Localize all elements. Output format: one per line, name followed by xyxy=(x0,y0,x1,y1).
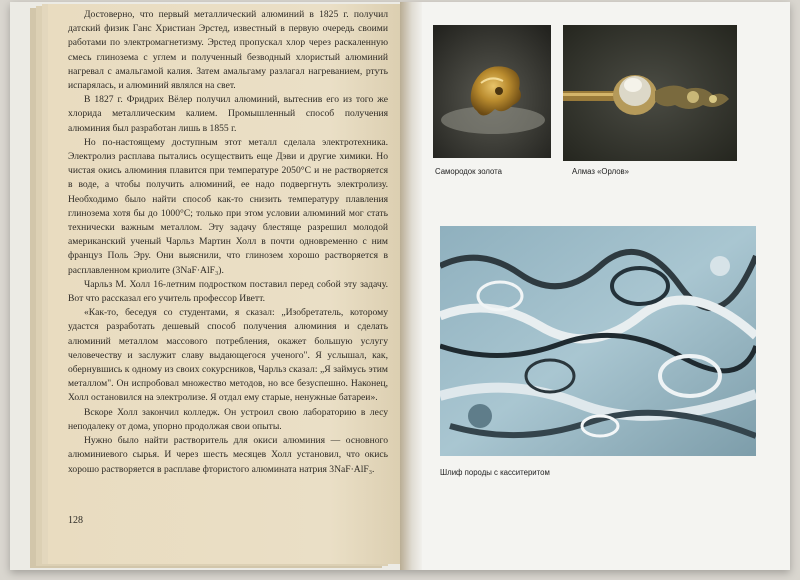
paragraph: Но по-настоящему доступным этот металл сделала электротехника. Электролиз расплава пытались осуществить еще Дэви и другие химики. Но чистая окись алюминия плавится при температуре 2050°С и не растворяется в воде, а чтобы получить алюминий, ее надо подвергнуть электролизу. Необходимо было найти способ как-то снизить температуру плавления глинозема хотя бы до 1000°С; только при этом условии алюминий мог стать технически важным металлом. Эту задачу блестяще разрешил молодой американский ученый Чарльз Мартин Холл в почти одновременно с ним француз Поль Эру. Они выяснили, что глинозем хорошо растворяется в расплавленном криолите (3NaF·AlF₃). xyxy=(68,136,388,276)
paragraph: Нужно было найти растворитель для окиси алюминия — основного алюминиевого сырья. И через шесть месяцев Холл установил, что окись хорошо растворяется в расплаве фтористого алюмината натрия 3NaF·AlF₃. xyxy=(68,435,388,475)
paragraph: В 1827 г. Фридрих Вёлер получил алюминий, вытеснив его из того же хлорида металлическим калием. Промышленный способ получения алюминия был разработан лишь в 1855 г. xyxy=(68,94,388,134)
paragraph: «Как-то, беседуя со студентами, я сказал: „Изобретатель, которому удастся разработать дешевый способ получения алюминия и сделать алюминий металлом массового потребления, окажет большую услугу человечеству и заслужит славу выдающегося ученого". Я услышал, как, обернувшись к одному из своих сокурсников, Чарльз сказал: „Я займусь этим металлом". Он испробовал множество методов, но все безуспешно. Наконец, Холл остановился на электролизе. Я отдал ему старые, ненужные батареи». xyxy=(68,307,388,404)
paragraph: Чарльз М. Холл 16-летним подростком поставил перед собой эту задачу. Вот что рассказал его учитель профессор Иветт. xyxy=(68,278,388,305)
book-gutter xyxy=(400,2,422,570)
gold-caption: Самородок золота xyxy=(435,167,502,176)
orlov-diamond-photo xyxy=(563,25,737,161)
paragraph: Достоверно, что первый металлический алюминий в 1825 г. получил датский физик Ганс Христиан Эрстед, известный в первую очередь своими работами по электромагнетизму. Эрстед пропускал хлор через раскаленную смесь глинозема с углем и полученный безводный хлористый алюминий нагревал с амальгамой калия. Затем амальгаму разлагал нагреванием, ртуть испарялась, и алюминий являлся на свет. xyxy=(68,9,388,92)
diamond-caption: Алмаз «Орлов» xyxy=(572,167,630,176)
paragraph: Вскоре Холл закончил колледж. Он устроил свою лабораторию в лесу неподалеку от дома, упорно продолжая свои опыты. xyxy=(68,406,388,432)
book-spread xyxy=(10,2,790,570)
page-number: 128 xyxy=(68,515,83,526)
cassiterite-rock-photo xyxy=(440,226,756,456)
left-page-text xyxy=(68,8,388,477)
rock-caption: Шлиф породы с касситеритом xyxy=(440,468,550,477)
gold-nugget-photo xyxy=(433,25,551,158)
